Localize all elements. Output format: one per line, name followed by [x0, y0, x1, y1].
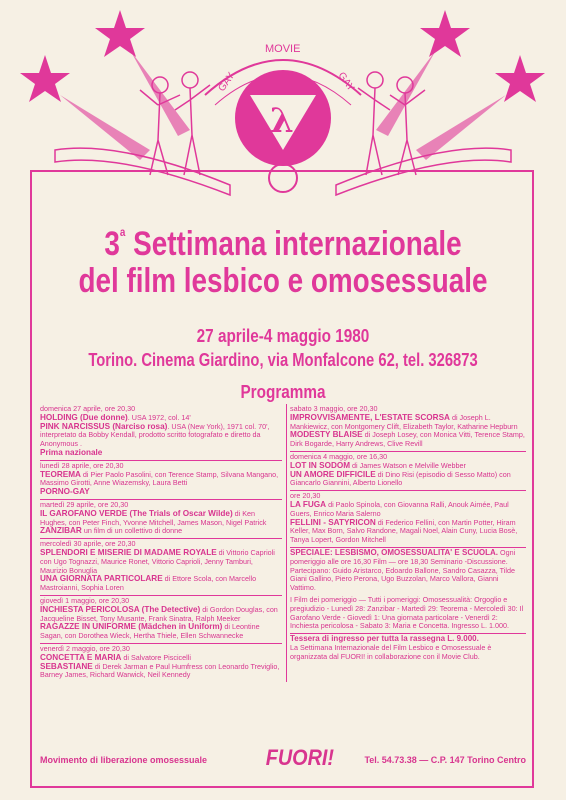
- film-title: SPLENDORI E MISERIE DI MADAME ROYALE: [40, 547, 217, 557]
- day-heading: lunedì 28 aprile, ore 20,30: [40, 460, 124, 470]
- program-day-block: [40, 499, 282, 538]
- film-entry: [40, 471, 282, 489]
- film-title: SEBASTIANE: [40, 661, 93, 671]
- film-title: PORNO-GAY: [40, 487, 90, 497]
- day-heading: ore 20,30: [290, 491, 321, 501]
- film-title: RAGAZZE IN UNIFORME (Mädchen in Uniform): [40, 622, 223, 632]
- film-info: . USA 1972, col. 14': [127, 412, 191, 422]
- day-heading: giovedì 1 maggio, ore 20,30: [40, 595, 130, 605]
- film-entry: [40, 527, 282, 536]
- star-icon-left-top: [95, 10, 145, 57]
- film-title: PINK NARCISSUS (Narciso rosa): [40, 421, 168, 431]
- speciale-block: SPECIALE: LESBISMO, OMOSESSUALITA' E SCUOLA. Ogni pomeriggio alle ore 16,30 Film — ore 18,30 Seminario -Discussione. Partecipano: Guido Aristarco, Edoardo Ballone, Sandro Casazza, Tilde Giani Gallino, Piero Perona, Ugo Buzzolan, Marco Vallora, Gianni Vattimo.: [290, 547, 526, 595]
- film-entry: [40, 510, 282, 528]
- film-title: TEOREMA: [40, 469, 81, 479]
- star-icon-right: [495, 55, 545, 102]
- film-entry: [290, 431, 526, 449]
- lambda-symbol: λ: [270, 101, 294, 141]
- film-title: LA FUGA: [290, 499, 327, 509]
- fuori-logo: FUORI!: [265, 745, 334, 770]
- footer: [40, 745, 526, 775]
- film-info: di Gordon Douglas, con Jacqueline Bisset, Tony Musante, Frank Sinatra, Ralph Meeker: [40, 604, 278, 623]
- film-entry: [290, 471, 526, 489]
- film-info: di Paolo Spinola, con Giovanna Ralli, Anouk Aimée, Paul Guers, Enrico Maria Salerno: [290, 499, 509, 518]
- film-title: IMPROVVISAMENTE, L'ESTATE SCORSA: [290, 412, 450, 422]
- day-heading: mercoledì 30 aprile, ore 20,30: [40, 539, 136, 549]
- arc-right-text: GAY: [335, 70, 357, 94]
- program-day-block: [290, 451, 526, 490]
- film-info: di Leontine Sagan, con Dorothea Wieck, Hertha Thiele, Ellen Schwannecke: [40, 622, 260, 641]
- programma-heading: Programma: [240, 382, 326, 402]
- day-heading: domenica 4 maggio, ore 16,30: [290, 451, 388, 461]
- film-title: IL GAROFANO VERDE (The Trials of Oscar Wilde): [40, 508, 233, 518]
- film-entry: [40, 449, 282, 458]
- film-title: CONCETTA E MARIA: [40, 652, 122, 662]
- day-heading: martedì 29 aprile, ore 20,30: [40, 499, 129, 509]
- program-day-block: [290, 490, 526, 547]
- program-day-block: [40, 538, 282, 595]
- film-title: MODESTY BLAISE: [290, 430, 363, 440]
- film-title: ZANZIBAR: [40, 526, 82, 536]
- film-entry: [290, 519, 526, 545]
- film-entry: [40, 423, 282, 449]
- star-icon-left: [20, 55, 70, 102]
- film-title: Prima nazionale: [40, 447, 103, 457]
- film-info: di Salvatore Piscicelli: [121, 652, 191, 662]
- title-line-1: 3$^a$ Settimana internazionale: [104, 225, 462, 263]
- film-entry: [290, 414, 526, 432]
- film-entry: [40, 549, 282, 575]
- arc-top-text: MOVIE: [265, 43, 301, 55]
- day-heading: sabato 3 maggio, ore 20,30: [290, 404, 378, 413]
- day-heading: domenica 27 aprile, ore 20,30: [40, 404, 136, 413]
- film-info: di Dino Risi (episodio di Sesso Matto) con Giancarlo Giannini, Alberto Lionello: [290, 469, 511, 488]
- tessera-block: Tessera di ingresso per tutta la rassegna L. 9.000. La Settimana Internazionale del Film Lesbico e Omosessuale è organizzata dal FUORI! in collaborazione con il Movie Club.: [290, 633, 526, 663]
- program-day-block: [40, 595, 282, 643]
- film-entry: [290, 501, 526, 519]
- film-info: di Federico Fellini, con Martin Potter, Hiram Keller, Max Born, Salvo Randone, Magali Noel, Alain Cuny, Lucia Bosè, Tanya Lopert, Gordon Mitchell: [290, 517, 518, 545]
- film-info: di Pier Paolo Pasolini, con Terence Stamp, Silvana Mangano, Massimo Girotti, Anne Wiazemsky, Laura Betti: [40, 469, 279, 488]
- film-info: un film di un collettivo di donne: [81, 526, 183, 536]
- film-info: di Derek Jarman e Paul Humfress con Leonardo Treviglio, Barney James, Richard Warwick, Neil Kennedy: [40, 661, 280, 680]
- film-entry: [40, 575, 282, 593]
- title-line-2: del film lesbico e omosessuale: [78, 262, 488, 300]
- event-dates: 27 aprile-4 maggio 1980: [196, 326, 370, 346]
- movimento-label: Movimento di liberazione omosessuale: [40, 755, 208, 765]
- pomeriggi-block: I Film dei pomeriggio — Tutti i pomeriggi: Omosessualità: Orgoglio e pregiudizio - Lunedì 28: Zanzibar - Martedì 29: Teorema - Mercoledì 30: Il Garofano Verde - Giovedì 1: Una giornata particolare - Venerdì 2: Inchiesta pericolosa - Sabato 3: Maria e Concetta. Ingresso L. 1.000.: [290, 594, 524, 631]
- film-entry: [40, 488, 282, 497]
- film-title: HOLDING (Due donne): [40, 412, 128, 422]
- event-venue: Torino. Cinema Giardino, via Monfalcone 62, tel. 326873: [88, 350, 478, 370]
- film-info: di Ettore Scola, con Marcello Mastroianni, Sophia Loren: [40, 574, 257, 593]
- film-info: di Joseph Losey, con Monica Vitti, Terence Stamp, Dirk Bogarde, Harry Andrews, Clive Revill: [290, 430, 525, 449]
- contact-info: Tel. 54.73.38 — C.P. 147 Torino Centro: [364, 755, 526, 765]
- program-day-block: [40, 460, 282, 499]
- arc-left-text: GAY: [216, 70, 238, 94]
- program-day-block: [40, 404, 282, 460]
- film-info: di Ken Hughes, con Peter Finch, Yvonne Mitchell, James Mason, Nigel Patrick: [40, 508, 267, 527]
- film-entry: [40, 663, 282, 681]
- program-left-column: [40, 404, 287, 682]
- day-heading: venerdì 2 maggio, ore 20,30: [40, 643, 130, 653]
- program-day-block: [40, 643, 282, 682]
- program-day-block: [290, 404, 526, 451]
- film-entry: [40, 623, 282, 641]
- star-icon-right-top: [420, 10, 470, 57]
- film-title: UN AMORE DIFFICILE: [290, 469, 376, 479]
- film-entry: [40, 606, 282, 624]
- film-title: UNA GIORNATA PARTICOLARE: [40, 574, 163, 584]
- film-title: FELLINI - SATYRICON: [290, 517, 376, 527]
- film-info: di Joseph L. Mankiewicz, con Montgomery Clift, Elizabeth Taylor, Katharine Hepburn: [290, 412, 518, 431]
- film-info: . USA (New York), 1971 col. 70', interpretato da Bobby Kendall, prodotto scritto fotografato e diretto da Anonymous .: [40, 421, 270, 449]
- film-info: di James Watson e Melville Webber: [350, 460, 466, 470]
- program-right-column: [290, 404, 526, 664]
- film-title: LOT IN SODOM: [290, 460, 351, 470]
- film-title: INCHIESTA PERICOLOSA (The Detective): [40, 604, 201, 614]
- film-info: di Vittorio Caprioli con Ugo Tognazzi, Maurice Ronet, Vittorio Caprioli, Jenny Tamburi, Maurizio Bonuglia: [40, 547, 275, 575]
